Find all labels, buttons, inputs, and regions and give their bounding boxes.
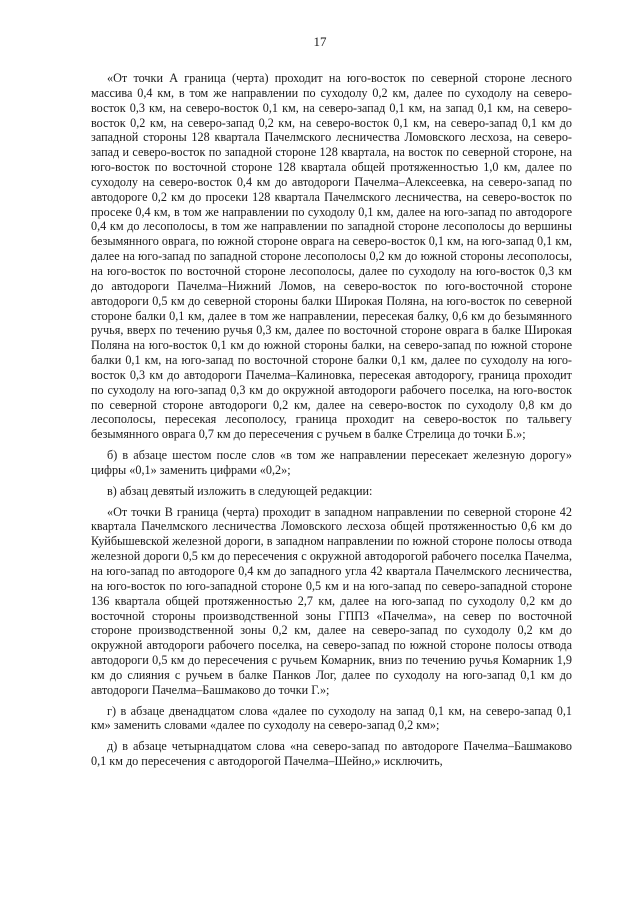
paragraph-point-v-boundary: «От точки В граница (черта) проходит в западном направлении по северной стороне 42 квартала Пачелмского лесничества Ломовского лесхоза общей протяженностью 0,6 км до Куйбышевской железной дороги, в западном направлении по южной стороне полосы отвода железной дороги 0,5 км до пересечения с окружной автодорогой рабочего поселка Пачелма, на юго-запад по автодороге 0,4 км до западного угла 42 квартала Пачелмского лесничества, на юго-восток по юго-западной стороне 0,5 км и на юго-запад по северо-западной стороне 136 квартала общей протяженностью 2,7 км, далее на юго-запад по суходолу 0,2 км до восточной стороны производственной зоны ГППЗ «Пачелма», на север по восточной стороне производственной зоны 0,2 км, далее на северо-запад по суходолу 0,2 км до окружной автодороги рабочего поселка, на северо-запад по южной стороне полосы отвода автодороги 0,5 км до пересечения с ручьем Комарник, вниз по течению ручья Комарник 1,9 км до слияния с ручьем в балке Панков Лог, далее по суходолу на юго-запад 0,1 км до автодороги Пачелма–Башмаково до точки Г.»;: [91, 504, 572, 697]
paragraph-item-v: в) абзац девятый изложить в следующей редакции:: [107, 483, 373, 498]
paragraph-item-b: б) в абзаце шестом после слов «в том же направлении пересекает железную дорогу» цифры «0,1» заменить цифрами «0,2»;: [91, 448, 572, 477]
document-body: [91, 71, 572, 769]
paragraph-point-a-boundary: «От точки А граница (черта) проходит на юго-восток по северной стороне лесного массива 0,4 км, в том же направлении по суходолу 0,2 км, далее по суходолу на северо-восток 0,3 км, на северо-восток 0,1 км, на северо-запад 0,1 км, на запад 0,1 км, на северо-восток 0,2 км, на северо-запад 0,2 км, на северо-восток 0,1 км, на северо-запад 0,1 км до западной стороны 128 квартала Пачелмского лесничества Ломовского лесхоза, на северо-запад и северо-восток по западной стороне 128 квартала, на восток по северной стороне, на юго-восток по восточной стороне 128 квартала общей протяженностью 1,0 км, далее по суходолу на северо-восток 0,4 км до автодороги Пачелма–Алексеевка, на северо-запад по автодороге 0,2 км до просеки 128 квартала Пачелмского лесничества, на северо-восток по просеке 0,4 км, в том же направлении по суходолу 0,1 км, далее на юго-запад по автодороге 0,4 км до лесополосы, в том же направлении по западной стороне лесополосы до вершины безымянного оврага, по южной стороне оврага на северо-восток 0,1 км, на юго-запад 0,1 км, далее на юго-запад по западной стороне лесополосы 0,2 км до южной стороны лесополосы, на юго-восток по восточной стороне лесополосы, далее по суходолу на юго-восток 0,3 км до автодороги Пачелма–Нижний Ломов, на северо-восток по юго-восточной стороне автодороги 0,5 км до северной стороны балки Широкая Поляна, на юго-восток по северной стороне балки 0,1 км, далее в том же направлении, пересекая балку, 0,6 км до безымянного ручья, вверх по течению ручья 0,3 км, далее по восточной стороне оврага в балке Широкая Поляна на юго-восток 0,1 км до южной стороны балки, на северо-запад по южной стороне балки 0,1 км, на юго-запад по восточной стороне балки 0,1 км, далее по суходолу на юго-восток 0,3 км до автодороги Пачелма–Калиновка, пересекая автодорогу, граница проходит по суходолу на юго-запад 0,3 км до окружной автодороги рабочего поселка, на юго-восток по северной стороне автодороги 0,2 км, далее на северо-восток по суходолу 0,8 км до лесополосы, пересекая лесополосу, граница проходит на северо-восток по тальвегу безымянного оврага 0,7 км до пересечения с ручьем в балке Стрелица до точки Б.»;: [91, 71, 572, 442]
page-number: 17: [313, 34, 327, 49]
paragraph-item-d: д) в абзаце четырнадцатом слова «на северо-запад по автодороге Пачелма–Башмаково 0,1 км до пересечения с автодорогой Пачелма–Шейно,» исключить,: [91, 739, 572, 769]
paragraph-item-g: г) в абзаце двенадцатом слова «далее по суходолу на запад 0,1 км, на северо-запад 0,1 км» заменить словами «далее по суходолу на северо-запад 0,2 км»;: [91, 703, 572, 733]
